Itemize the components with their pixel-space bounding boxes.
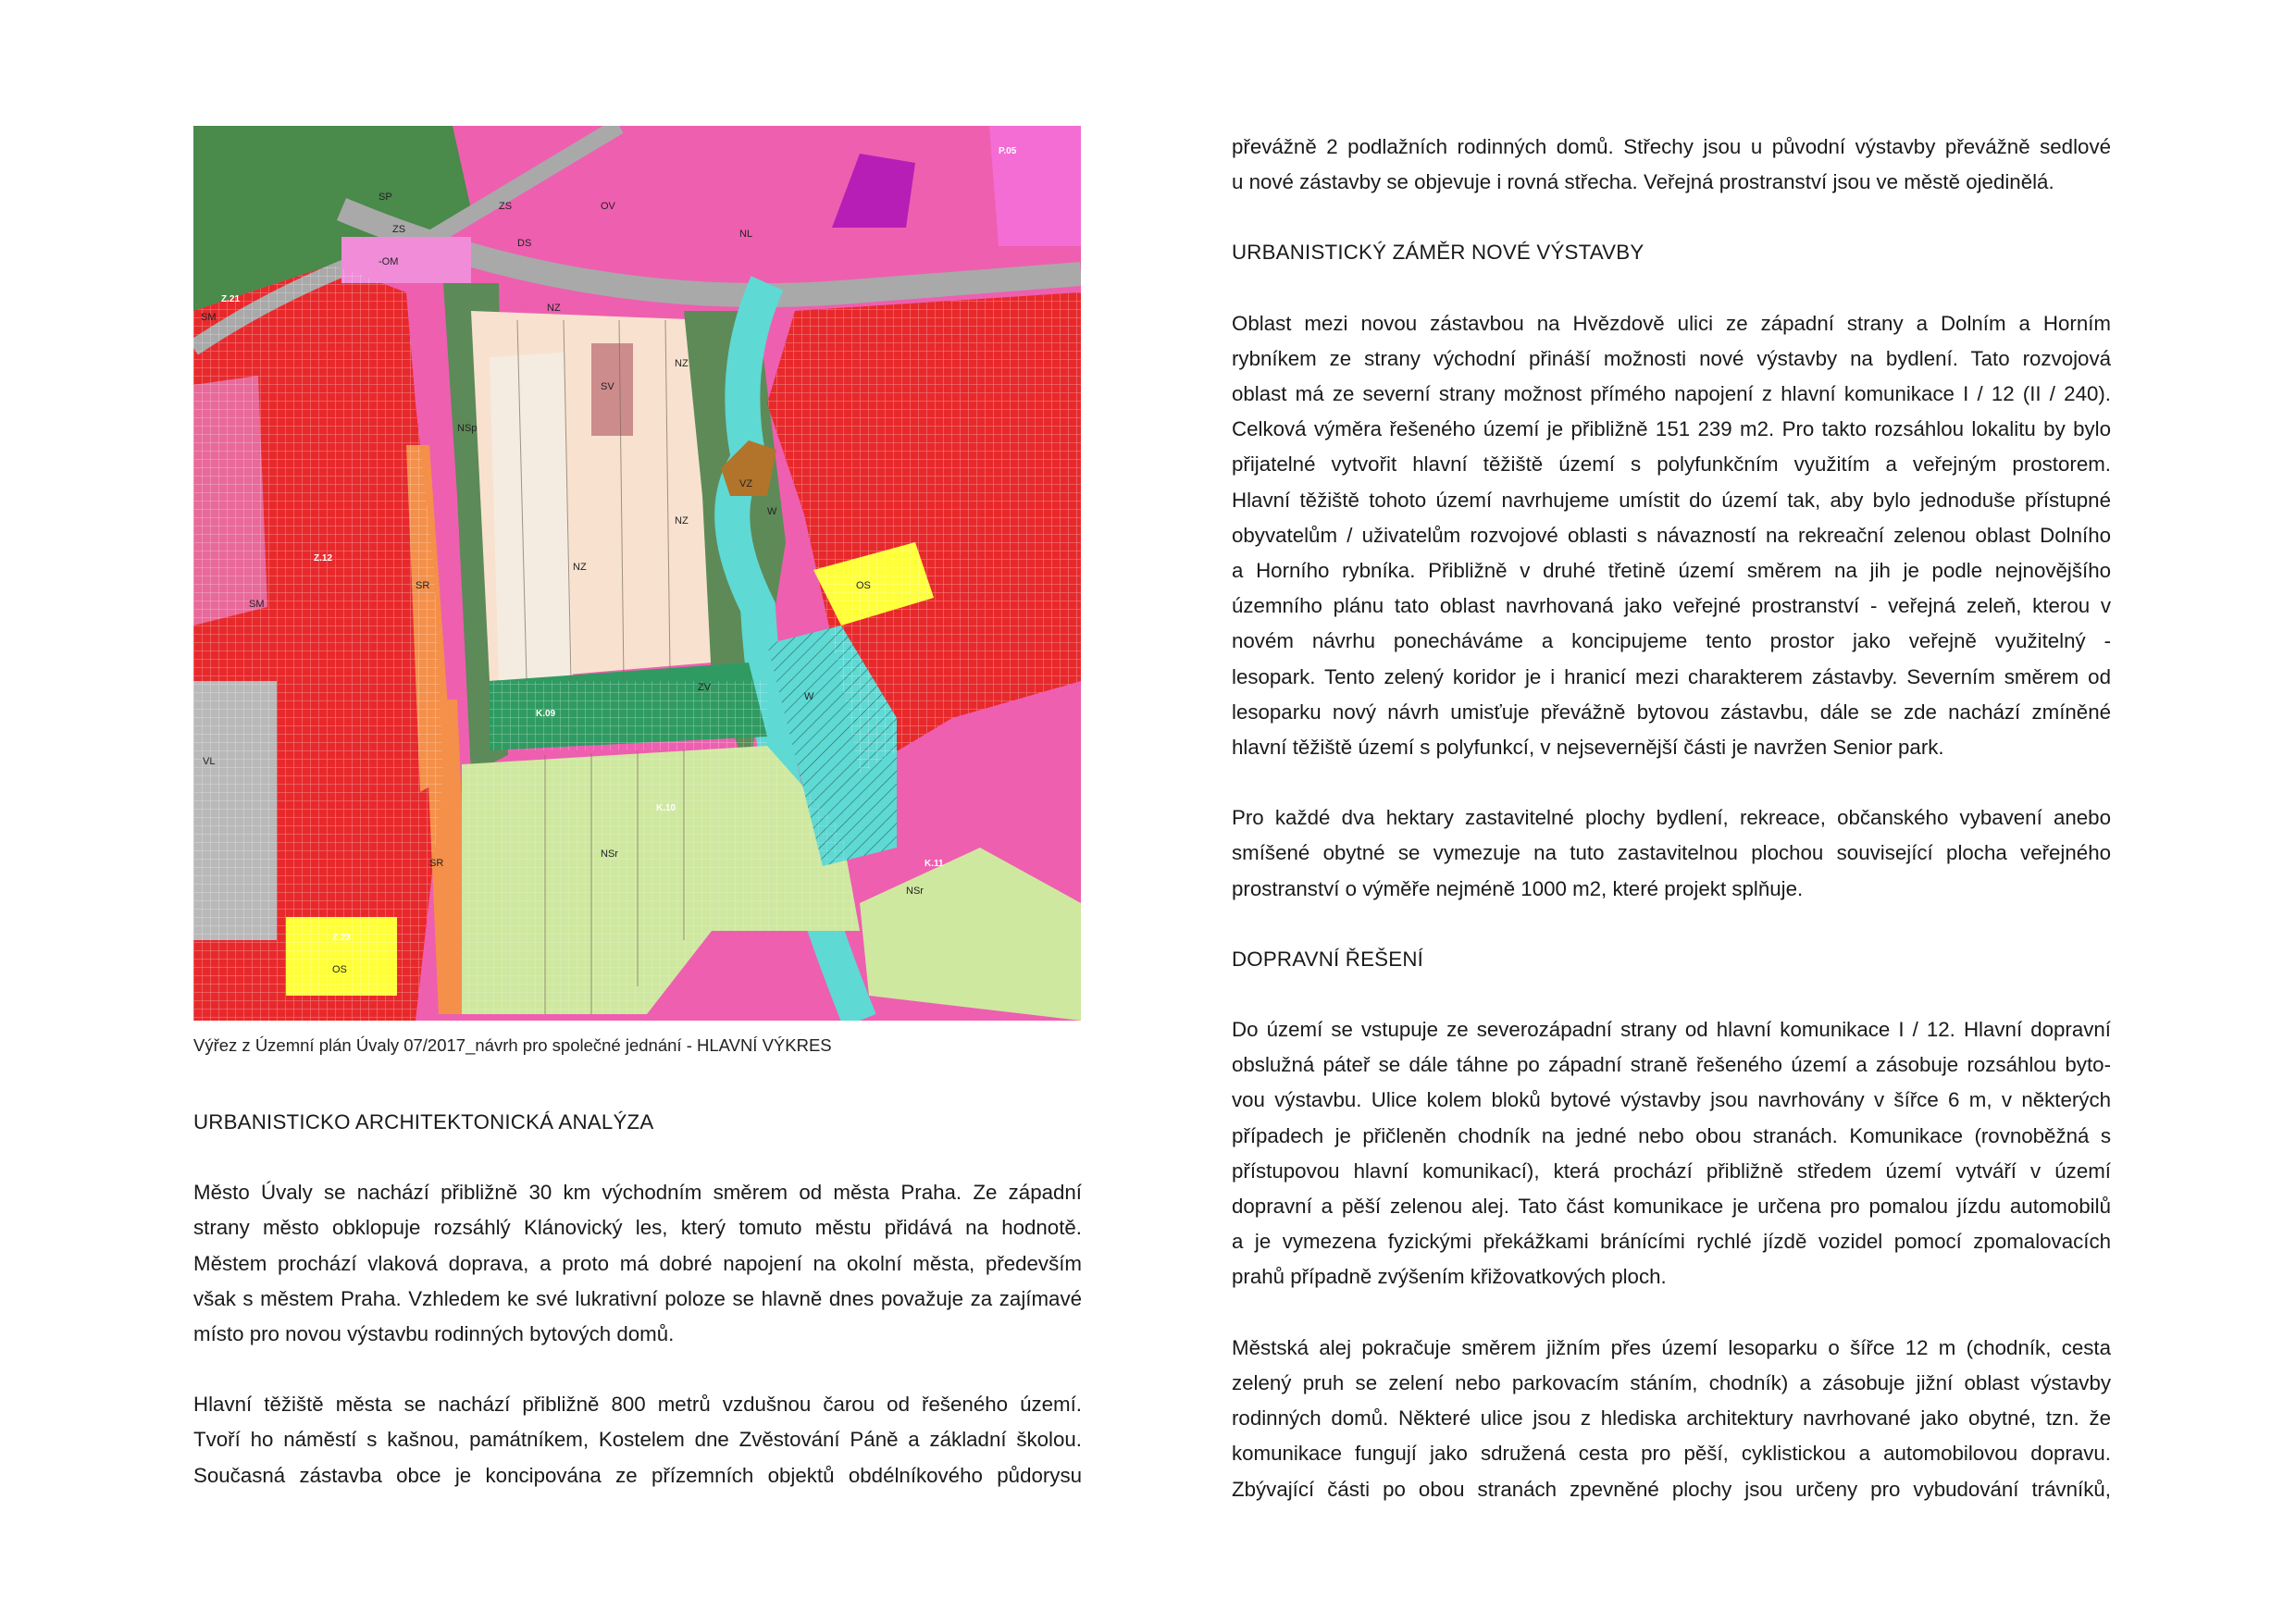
text-line: Hlavní těžiště města se nachází přibližně 800 metrů vzdušnou čarou od řešeného území. — [193, 1393, 1082, 1417]
paragraph-continuation — [1232, 130, 2111, 200]
text-line: dopravní a pěší zelenou alej. Tato část komunikace je určena pro pomalou jízdu automobilů — [1232, 1195, 2111, 1219]
zoning-map-graphic — [193, 126, 1081, 1021]
text-line: lesoparku nový návrh umisťuje převážně bytovou zástavbu, dále se zde nachází zmíněné — [1232, 700, 2111, 724]
zone-label-os: OS — [856, 580, 871, 591]
zone-label-nz-3: NZ — [547, 303, 561, 314]
zone-label-w-2: W — [804, 691, 814, 702]
paragraph-transport — [1232, 1012, 2111, 1295]
zone-label-nsr-2: NSr — [906, 886, 924, 897]
area-code-k11: K.11 — [925, 859, 944, 869]
zone-label-nz-2: NZ — [675, 515, 689, 527]
text-line: prostranství o výměře nejméně 1000 m2, které projekt splňuje. — [1232, 876, 1804, 900]
text-line: převážně 2 podlažních rodinných domů. Střechy jsou u původní výstavby převážně sedlové — [1232, 135, 2111, 158]
text-line: rybníkem ze strany východní přináší možnosti nové výstavby na bydlení. Tato rozvojová — [1232, 346, 2111, 370]
zone-label-om: -OM — [379, 256, 399, 267]
zone-label-nsr: NSr — [601, 849, 618, 860]
text-line: strany město obklopuje rozsáhlý Klánovický les, který tomuto městu přidává na hodnotě. — [193, 1216, 1082, 1240]
text-line: zelený pruh se zelení nebo parkovacím stáním, chodník) a zásobuje jižní oblast výstavby — [1232, 1370, 2111, 1394]
zone-label-sr-2: SR — [429, 858, 444, 869]
text-line: však s městem Praha. Vzhledem ke své lukrativní poloze se hlavně dnes považuje za zajímavé — [193, 1286, 1082, 1310]
zone-label-os-2: OS — [332, 964, 347, 975]
text-line: přístupovou hlavní komunikací), která prochází přibližně středem území vytváří v území — [1232, 1158, 2111, 1183]
text-line: Do území se vstupuje ze severozápadní strany od hlavní komunikace I / 12. Hlavní dopravní — [1232, 1018, 2111, 1042]
left-column — [193, 1105, 1082, 1493]
zone-label-nz: NZ — [573, 562, 587, 573]
text-line: přijatelné vytvořit hlavní těžiště území s polyfunkčním využitím a veřejným prostorem. — [1232, 452, 2111, 477]
text-line: Městská alej pokračuje směrem jižním přes území lesoparku o šířce 12 m (chodník, cesta — [1232, 1335, 2111, 1359]
area-code-z21: Z.21 — [221, 294, 241, 304]
text-line: Pro každé dva hektary zastavitelné plochy bydlení, rekreace, občanského vybavení anebo — [1232, 806, 2111, 830]
text-line: oblast má ze severní strany možnost přímého napojení z hlavní komunikace I / 12 (II / 240). — [1232, 382, 2111, 406]
right-column — [1232, 130, 2111, 1507]
zone-label-sm-2: SM — [249, 599, 265, 610]
text-line: prahů případně zvýšením křižovatkových ploch. — [1232, 1265, 1667, 1289]
zone-label-nl: NL — [739, 229, 753, 240]
section-heading-transport: DOPRAVNÍ ŘEŠENÍ — [1232, 947, 1424, 971]
zone-label-zs-2: ZS — [392, 224, 406, 235]
text-line: Zbývající části po obou stranách zpevněné plochy jsou určeny pro vybudování trávníků, — [1232, 1477, 2111, 1501]
text-line: novém návrhu ponecháváme a koncipujeme tento prostor jako veřejně využitelný - — [1232, 629, 2111, 653]
paragraph-center — [193, 1387, 1082, 1493]
paragraph-intent — [1232, 306, 2111, 766]
zone-label-sr: SR — [416, 580, 430, 591]
zone-label-sp: SP — [379, 192, 392, 203]
text-line: Tvoří ho náměstí s kašnou, památníkem, Kostelem dne Zvěstování Páně a základní školou. — [193, 1428, 1082, 1452]
zone-label-ds: DS — [517, 238, 532, 249]
text-line: smíšené obytné se vymezuje na tuto zastavitelnou plochou související plocha veřejného — [1232, 841, 2111, 865]
zone-label-ov: OV — [601, 201, 615, 212]
text-line: Celková výměra řešeného území je přibližně 151 239 m2. Pro takto rozsáhlou lokalitu by bylo — [1232, 417, 2111, 441]
text-line: místo pro novou výstavbu rodinných bytových domů. — [193, 1322, 675, 1346]
area-code-k10: K.10 — [656, 803, 676, 813]
zone-label-w: W — [767, 506, 777, 517]
area-code-z23: Z.23 — [332, 933, 352, 943]
area-code-z12: Z.12 — [314, 553, 333, 564]
paragraph-alley — [1232, 1331, 2111, 1507]
text-line: obyvatelům / uživatelům rozvojové oblasti s návazností na rekreační zelenou oblast Dolního — [1232, 523, 2111, 547]
section-heading-analysis: URBANISTICKO ARCHITEKTONICKÁ ANALÝZA — [193, 1110, 654, 1134]
text-line: Oblast mezi novou zástavbou na Hvězdově ulici ze západní strany a Dolním a Horním — [1232, 311, 2111, 335]
zone-label-nsp: NSp — [457, 423, 478, 434]
text-line: Městem prochází vlaková doprava, a proto má dobré napojení na okolní města, především — [193, 1251, 1082, 1275]
figure-caption: Výřez z Územní plán Úvaly 07/2017_návrh pro společné jednání - HLAVNÍ VÝKRES — [193, 1035, 832, 1055]
text-line: případech je přičleněn chodník na jedné nebo obou stranách. Komunikace (rovnoběžná s — [1232, 1123, 2111, 1147]
area-code-k09: K.09 — [536, 709, 556, 719]
text-line: a Horního rybníka. Přibližně v druhé třetině území směrem na jih je podle nejnovějšího — [1232, 559, 2111, 583]
paragraph-location — [193, 1175, 1082, 1352]
zone-label-zs: ZS — [499, 201, 513, 212]
zone-label-nz-4: NZ — [675, 358, 689, 369]
zone-label-zv: ZV — [698, 682, 712, 693]
text-line: hlavní těžiště území s polyfunkcí, v nejsevernější části je navržen Senior park. — [1232, 736, 1944, 760]
text-line: a je vymezena fyzickými překážkami bránícími rychlé jízdě vozidel pomocí zpomalovacích — [1232, 1230, 2111, 1254]
zone-label-sm: SM — [201, 312, 217, 323]
text-line: Město Úvaly se nachází přibližně 30 km východním směrem od města Praha. Ze západní — [193, 1181, 1082, 1205]
section-heading-intent: URBANISTICKÝ ZÁMĚR NOVÉ VÝSTAVBY — [1232, 241, 1644, 265]
text-line: vou výstavbu. Ulice kolem bloků bytové výstavby jsou navrhovány v šířce 6 m, v některých — [1232, 1088, 2111, 1112]
paragraph-public-space — [1232, 800, 2111, 907]
text-line: obslužná páteř se dále táhne po západní straně řešeného území a zásobuje rozsáhlou byto- — [1232, 1053, 2111, 1077]
zone-label-vl: VL — [203, 756, 216, 767]
text-line: Současná zástavba obce je koncipována ze přízemních objektů obdélníkového půdorysu — [193, 1463, 1082, 1487]
text-line: u nové zástavby se objevuje i rovná střecha. Veřejná prostranství jsou ve městě ojedinělá. — [1232, 170, 2054, 194]
area-code-p05: P.05 — [999, 146, 1017, 156]
text-line: rodinných domů. Některé ulice jsou z hlediska architektury navrhované jako obytné, tzn. že — [1232, 1406, 2111, 1431]
text-line: Hlavní těžiště tohoto území navrhujeme umístit do území tak, aby bylo jednoduše přístupné — [1232, 488, 2111, 512]
zoning-map — [193, 126, 1081, 1021]
text-line: územního plánu tato oblast navrhovaná jako veřejné prostranství - veřejná zeleň, kterou v — [1232, 594, 2111, 618]
text-line: komunikace fungují jako sdružená cesta pro pěší, cyklistickou a automobilovou dopravu. — [1232, 1442, 2111, 1466]
zone-label-vz: VZ — [739, 478, 753, 489]
text-line: lesopark. Tento zelený koridor je i hranicí mezi charakterem zástavby. Severním směrem od — [1232, 664, 2111, 688]
zone-label-sv: SV — [601, 381, 614, 392]
